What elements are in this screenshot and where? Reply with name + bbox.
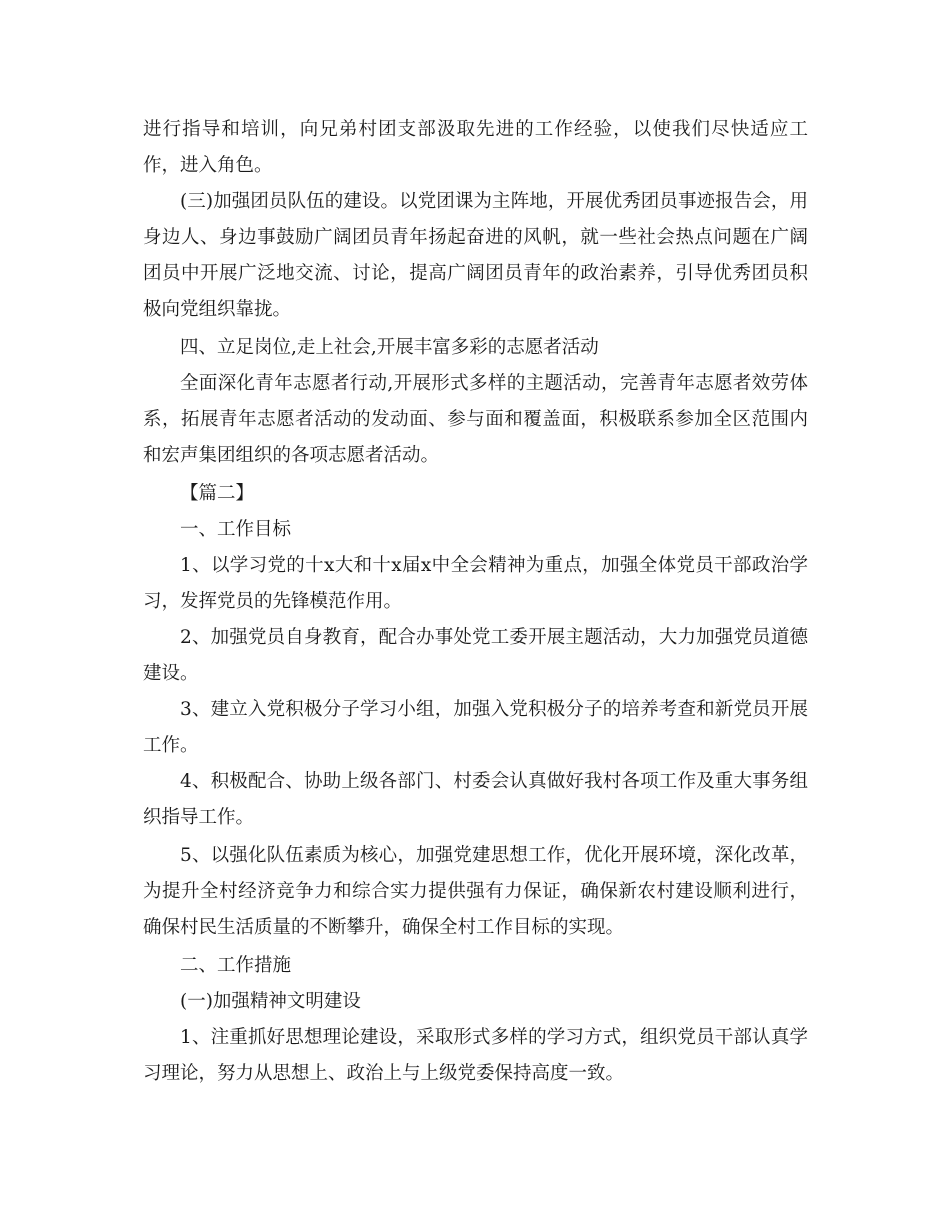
part-heading-2: 【篇二】 xyxy=(180,483,255,504)
section-heading-goals: 一、工作目标 xyxy=(180,519,292,540)
goal-item-3: 3、建立入党积极分子学习小组，加强入党积极分子的培养考查和新党员开展工作。 xyxy=(143,699,808,756)
measure-item-1: 1、注重抓好思想理论建设，采取形式多样的学习方式，组织党员干部认真学习理论，努力从思想上、政治上与上级党委保持高度一致。 xyxy=(143,1027,808,1084)
paragraph-3: 全面深化青年志愿者行动,开展形式多样的主题活动，完善青年志愿者效劳体系，拓展青年志愿者活动的发动面、参与面和覆盖面，积极联系参加全区范围内和宏声集团组织的各项志愿者活动。 xyxy=(143,373,808,466)
subsection-heading-1: (一)加强精神文明建设 xyxy=(180,991,361,1012)
section-heading-4: 四、立足岗位,走上社会,开展丰富多彩的志愿者活动 xyxy=(180,337,599,358)
section-heading-measures: 二、工作措施 xyxy=(180,955,292,976)
paragraph-2: (三)加强团员队伍的建设。以党团课为主阵地，开展优秀团员事迹报告会，用身边人、身边事鼓励广阔团员青年扬起奋进的风帆，就一些社会热点问题在广阔团员中开展广泛地交流、讨论，提高广阔团员青年的政治素养，引导优秀团员积极向党组织靠拢。 xyxy=(143,191,808,320)
goal-item-1: 1、以学习党的十x大和十x届x中全会精神为重点，加强全体党员干部政治学习，发挥党员的先锋模范作用。 xyxy=(143,555,808,612)
goal-item-5: 5、以强化队伍素质为核心，加强党建思想工作，优化开展环境，深化改革，为提升全村经济竞争力和综合实力提供强有力保证，确保新农村建设顺利进行，确保村民生活质量的不断攀升，确保全村工作目标的实现。 xyxy=(143,845,808,938)
paragraph-1: 进行指导和培训，向兄弟村团支部汲取先进的工作经验，以使我们尽快适应工作，进入角色。 xyxy=(143,119,808,176)
goal-item-4: 4、积极配合、协助上级各部门、村委会认真做好我村各项工作及重大事务组织指导工作。 xyxy=(143,771,808,828)
goal-item-2: 2、加强党员自身教育，配合办事处党工委开展主题活动，大力加强党员道德建设。 xyxy=(143,627,808,684)
